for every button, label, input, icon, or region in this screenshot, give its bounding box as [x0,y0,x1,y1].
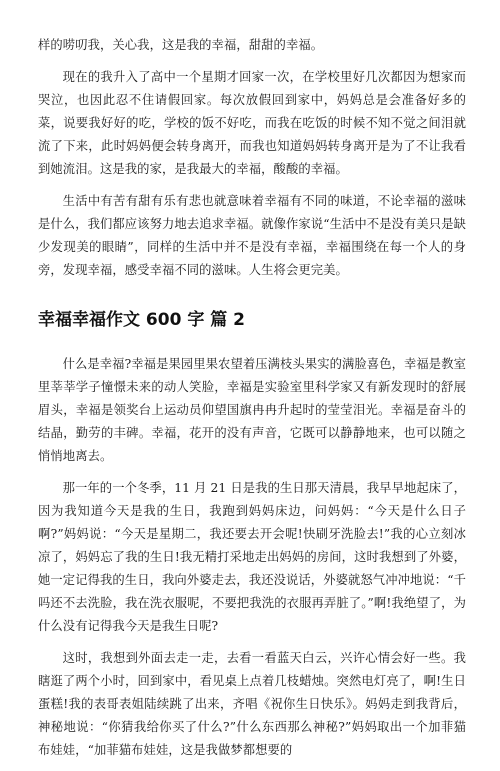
paragraph-1: 样的唠叨我，关心我，这是我的幸福，甜甜的幸福。 [38,38,324,52]
section-heading: 幸福幸福作文 600 字 篇 2 [38,310,245,330]
paragraph-2: 现在的我升入了高中一个星期才回家一次，在学校里好几次都因为想家而哭泣，也因此忍不住请假回家。每次放假回到家中，妈妈总是会准备好多的菜，说要我好好的吃，学校的饭不好吃，而我在吃饭的时候不知不觉之间泪就流了下来，此时妈妈便会转身离开，而我也知道妈妈转身离开是为了不让我看到她流泪。这是我的家，是我最大的幸福，酸酸的幸福。 [38,70,466,176]
paragraph-5: 那一年的一个冬季，11 月 21 日是我的生日那天清晨，我早早地起床了，因为我知道今天是我的生日，我跑到妈妈床边，问妈妈：“今天是什么日子啊?”妈妈说：“今天是星期二，我还要去开会呢!快刷牙洗脸去!”我的心立刻冰凉了，妈妈忘了我的生日!我无精打采地走出妈妈的房间，这时我想到了外婆，她一定记得我的生日，我向外婆走去，我还没说话，外婆就怒气冲冲地说：“千吗还不去洗脸，我在洗衣服呢，不要把我洗的衣服再弄脏了。”啊!我绝望了，为什么没有记得我今天是我生日呢? [38,481,466,633]
paragraph-3: 生活中有苦有甜有乐有悲也就意味着幸福有不同的味道，不论幸福的滋味是什么，我们都应该努力地去追求幸福。就像作家说“生活中不是没有美只是缺少发现美的眼睛”，同样的生活中并不是没有幸福，幸福围绕在每一个人的身旁，发现幸福，感受幸福不同的滋味。人生将会更完美。 [38,194,466,277]
paragraph-6: 这时，我想到外面去走一走，去看一看蓝天白云，兴许心情会好一些。我瞎逛了两个小时，回到家中，看见桌上点着几枝蜡烛。突然电灯亮了，啊!生日蛋糕!我的表哥表姐陆续跳了出来，齐唱《祝你生日快乐》。妈妈走到我背后，神秘地说：“你猜我给你买了什么?”什么东西那么神秘?”妈妈取出一个加菲猫布娃娃，“加菲猫布娃娃，这是我做梦都想要的 [38,651,466,757]
paragraph-4: 什么是幸福?幸福是果园里果农望着压满枝头果实的满脸喜色，幸福是教室里莘莘学子憧憬未来的动人笑脸，幸福是实验室里科学家又有新发现时的舒展眉头，幸福是领奖台上运动员仰望国旗冉冉升起时的莹莹泪光。幸福是奋斗的结晶，勤劳的丰碑。幸福，花开的没有声音，它既可以静静地来，也可以随之悄悄地离去。 [38,357,466,463]
document-page [38,0,466,771]
